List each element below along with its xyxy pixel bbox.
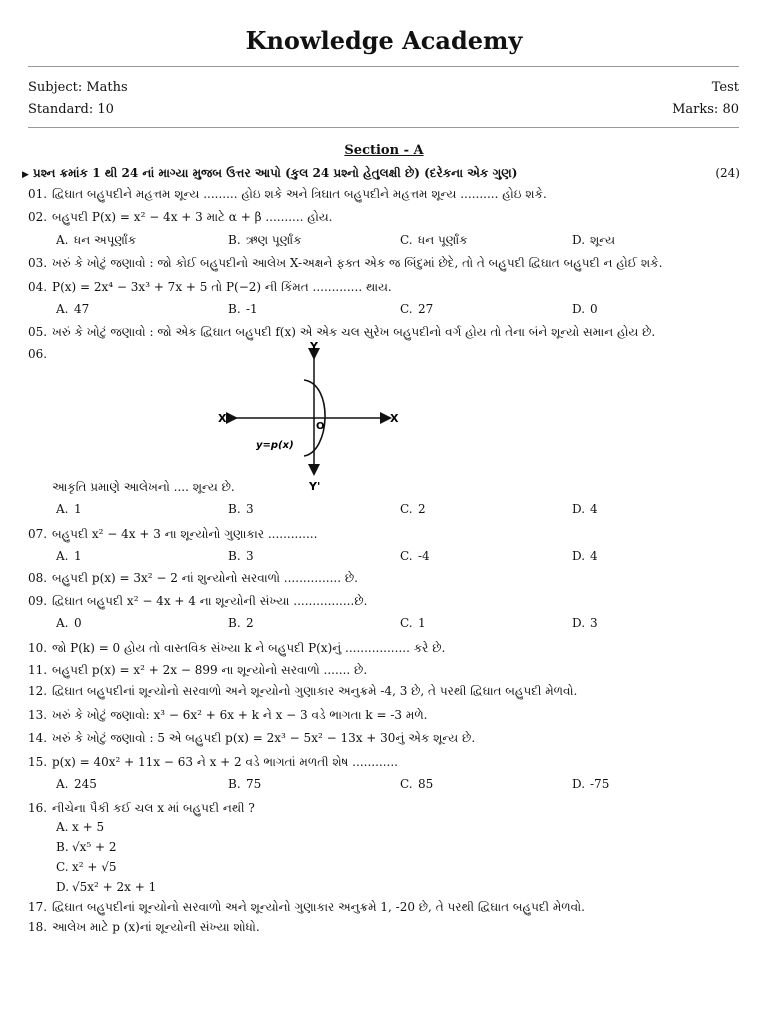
option-text: શૂન્ય: [590, 233, 616, 247]
question-number: 02.: [28, 210, 48, 224]
question-text: ખરું કે ખોટું જણાવો: x³ − 6x² + 6x + k ને x − 3 વડે ભાગતા k = -3 મળે.: [52, 708, 428, 722]
question-number: 12.: [28, 684, 48, 698]
y-axis-label: Y: [310, 340, 318, 353]
question-text: ખરું કે ખોટું જણાવો : જો એક દ્વિઘાત બહુપદી f(x) એ એક ચલ સુરેખ બહુપદીનો વર્ગ હોય તો તેના બંને શૂન્યો સમાન હોય છે.: [52, 325, 656, 339]
header-divider-bottom: [28, 127, 739, 128]
option-item: [56, 840, 117, 854]
question-number: 06.: [28, 347, 48, 361]
question-text: દ્વિઘાત બહુપદીનાં શૂન્યોનો સરવાળો અને શૂન્યોનો ગુણાકાર અનુક્રમે 1, -20 છે, તે પરથી દ્વિઘાત બહુપદી મેળવો.: [52, 900, 585, 914]
option-letter: A.: [56, 616, 69, 630]
option-item: [56, 777, 97, 791]
option-text: 1: [74, 549, 82, 563]
option-text: 85: [418, 777, 434, 791]
question-row: [28, 280, 744, 295]
question-number: 01.: [28, 187, 48, 201]
x-neg-axis-label: X': [218, 412, 230, 425]
question-number: 14.: [28, 731, 48, 745]
option-letter: C.: [400, 777, 413, 791]
question-number: 05.: [28, 325, 48, 339]
question-text: નીચેના પૈકી કઈ ચલ x માં બહુપદી નથી ?: [52, 801, 255, 815]
header-divider-top: [28, 66, 739, 67]
question-number: 13.: [28, 708, 48, 722]
option-text: 0: [74, 616, 82, 630]
section-instruction: [22, 166, 742, 181]
option-text: -1: [246, 302, 258, 316]
option-letter: B.: [228, 233, 241, 247]
option-item: [56, 549, 82, 563]
option-text: 245: [74, 777, 97, 791]
question-number: 03.: [28, 256, 48, 270]
question-row: [28, 325, 744, 340]
question-row: [28, 641, 744, 656]
option-text: √x⁵ + 2: [72, 840, 117, 854]
option-text: 3: [590, 616, 598, 630]
question-text: દ્વિઘાત બહુપદી x² − 4x + 4 ના શૂન્યોની સંખ્યા ................છે.: [52, 594, 368, 608]
option-letter: A.: [56, 820, 69, 834]
question-text: બહુપદી p(x) = 3x² − 2 નાં શુન્યોનો સરવાળો ............... છે.: [52, 571, 358, 585]
option-item: [228, 616, 254, 630]
section-heading: Section - A: [344, 143, 424, 158]
option-item: [400, 616, 426, 630]
question-text: દ્વિઘાત બહુપદીને મહત્તમ શૂન્ય ......... હોઇ શકે અને ત્રિઘાત બહુપદીને મહત્તમ શૂન્ય .......... હોઇ શકે.: [52, 187, 547, 201]
option-text: x + 5: [72, 820, 105, 834]
option-letter: B.: [228, 302, 241, 316]
question-row: [28, 920, 744, 935]
question-text: બહુપદી P(x) = x² − 4x + 3 માટે α + β .......... હોય.: [52, 210, 333, 224]
option-item: [228, 302, 258, 316]
question-row: [28, 731, 744, 746]
option-letter: C.: [400, 233, 413, 247]
option-letter: A.: [56, 233, 69, 247]
question-text: બહુપદી x² − 4x + 3 ના શૂન્યોનો ગુણાકાર .............: [52, 527, 318, 541]
option-letter: C.: [400, 502, 413, 516]
option-item: [400, 549, 430, 563]
option-item: [400, 777, 433, 791]
option-letter: C.: [400, 549, 413, 563]
test-label: Test: [711, 80, 739, 95]
instruction-text: પ્રશ્ન ક્રમાંક 1 થી 24 નાં માગ્યા મુજબ ઉત્તર આપો (કુલ 24 પ્રશ્નો હેતુલક્ષી છે) (દરેકના એક ગુણ): [32, 166, 518, 180]
option-letter: B.: [56, 840, 69, 854]
option-item: [228, 233, 302, 248]
option-letter: A.: [56, 502, 69, 516]
option-text: 1: [418, 616, 426, 630]
option-text: 27: [418, 302, 434, 316]
option-item: [56, 616, 82, 630]
option-item: [56, 233, 136, 248]
question-text: P(x) = 2x⁴ − 3x³ + 7x + 5 તો P(−2) ની કિંમત ............. થાય.: [52, 280, 392, 294]
option-item: [572, 549, 598, 563]
option-letter: D.: [572, 549, 586, 563]
option-item: [572, 233, 615, 248]
question-number: 08.: [28, 571, 48, 585]
option-text: ધન અપૂર્ણાંક: [74, 233, 137, 247]
standard-label: Standard: 10: [28, 102, 114, 117]
question-text: બહુપદી p(x) = x² + 2x − 899 ના શૂન્યોનો સરવાળો ....... છે.: [52, 663, 368, 677]
option-text: 3: [246, 549, 254, 563]
option-text: -75: [590, 777, 610, 791]
option-text: 4: [590, 502, 598, 516]
option-item: [400, 233, 468, 248]
option-item: [400, 302, 433, 316]
y-neg-axis-label: Y': [309, 480, 321, 493]
origin-label: O: [316, 421, 325, 432]
option-item: [56, 820, 104, 834]
option-text: √5x² + 2x + 1: [72, 880, 157, 894]
x-axis-label: X: [390, 412, 399, 425]
option-letter: A.: [56, 777, 69, 791]
option-item: [56, 880, 156, 894]
question-number: 11.: [28, 663, 48, 677]
option-text: 4: [590, 549, 598, 563]
option-text: 1: [74, 502, 82, 516]
option-text: x² + √5: [72, 860, 117, 874]
option-letter: D.: [572, 302, 586, 316]
option-letter: C.: [400, 302, 413, 316]
option-item: [572, 777, 609, 791]
option-text: 0: [590, 302, 598, 316]
option-letter: D.: [572, 777, 586, 791]
question-text: આલેખ માટે p (x)નાં શૂન્યોની સંખ્યા શોધો.: [52, 920, 260, 934]
question-number: 10.: [28, 641, 48, 655]
question-row: [28, 571, 744, 586]
question-text: આકૃતિ પ્રમાણે આલેખનો .... શૂન્ય છે.: [52, 480, 235, 494]
option-text: 75: [246, 777, 262, 791]
section-marks: (24): [715, 166, 740, 180]
option-text: -4: [418, 549, 430, 563]
option-text: ધન પૂર્ણાંક: [418, 233, 468, 247]
question-number: 16.: [28, 801, 48, 815]
option-text: 47: [74, 302, 90, 316]
question-number: 04.: [28, 280, 48, 294]
option-text: 2: [418, 502, 426, 516]
option-item: [400, 502, 426, 516]
question-row: [28, 663, 744, 678]
option-item: [572, 502, 598, 516]
question-text: જો P(k) = 0 હોય તો વાસ્તવિક સંખ્યા k ને બહુપદી P(x)નું ................. કરે છે.: [52, 641, 446, 655]
option-item: [56, 860, 117, 874]
option-item: [56, 302, 89, 316]
question-row: [28, 187, 744, 202]
question-number: 18.: [28, 920, 48, 934]
subject-label: Subject: Maths: [28, 80, 128, 95]
curve-label: y=p(x): [256, 440, 294, 451]
marks-label: Marks: 80: [672, 102, 739, 117]
option-letter: B.: [228, 616, 241, 630]
option-text: 2: [246, 616, 254, 630]
option-item: [228, 777, 261, 791]
question-number: 09.: [28, 594, 48, 608]
option-letter: D.: [56, 880, 70, 894]
question-number: 15.: [28, 755, 48, 769]
bullet-triangle-icon: ▶: [22, 170, 29, 180]
question-row: [28, 256, 744, 271]
question-row: [28, 755, 744, 770]
option-letter: C.: [56, 860, 69, 874]
question-text: દ્વિઘાત બહુપદીનાં શૂન્યોનો સરવાળો અને શૂન્યોનો ગુણાકાર અનુક્રમે -4, 3 છે, તે પરથી દ્વિઘાત બહુપદી મેળવો.: [52, 684, 578, 698]
option-item: [572, 302, 598, 316]
question-number: 07.: [28, 527, 48, 541]
option-letter: D.: [572, 502, 586, 516]
question-row: [28, 684, 744, 699]
question-text: ખરું કે ખોટું જણાવો : જો કોઈ બહુપદીનો આલેખ X-અક્ષને ફક્ત એક જ બિંદુમાં છેદે, તો તે બહુપદી દ્વિઘાત બહુપદી ન હોઈ શકે.: [52, 256, 663, 270]
question-row: [28, 801, 744, 816]
option-letter: B.: [228, 777, 241, 791]
option-item: [56, 502, 82, 516]
option-letter: A.: [56, 302, 69, 316]
question-row: [28, 594, 744, 609]
question-row: [28, 708, 744, 723]
graph-figure: [218, 340, 418, 496]
option-text: ઋણ પૂર્ણાંક: [246, 233, 302, 247]
question-number: 17.: [28, 900, 48, 914]
option-item: [572, 616, 598, 630]
option-letter: B.: [228, 502, 241, 516]
option-item: [228, 502, 254, 516]
option-letter: D.: [572, 233, 586, 247]
question-row: [28, 210, 744, 225]
question-row: [28, 900, 744, 915]
page-title: Knowledge Academy: [245, 26, 523, 55]
option-letter: D.: [572, 616, 586, 630]
option-letter: A.: [56, 549, 69, 563]
option-item: [228, 549, 254, 563]
question-text: p(x) = 40x² + 11x − 63 ને x + 2 વડે ભાગતાં મળતી શેષ ............: [52, 755, 398, 769]
option-letter: C.: [400, 616, 413, 630]
question-row: [28, 527, 744, 542]
option-text: 3: [246, 502, 254, 516]
option-letter: B.: [228, 549, 241, 563]
question-text: ખરું કે ખોટું જણાવો : 5 એ બહુપદી p(x) = 2x³ − 5x² − 13x + 30નું એક શૂન્ય છે.: [52, 731, 476, 745]
